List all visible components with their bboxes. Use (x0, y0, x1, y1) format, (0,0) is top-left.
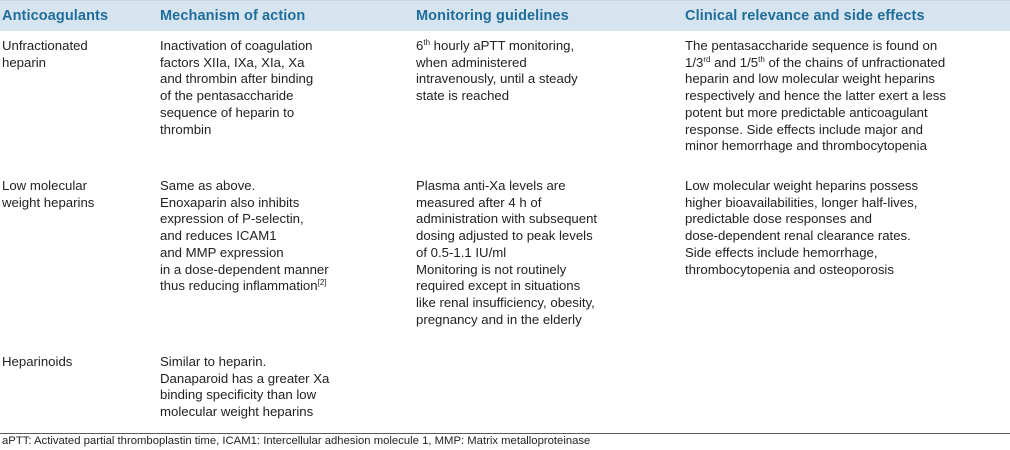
cell-clinical: The pentasaccharide sequence is found on 1/3rd and 1/5th of the chains of unfractionated heparin and low molecular weight heparins respectively and hence the latter exert a less potent but more predictable anticoagulant response. Side effects include major and minor hemorrhage and thrombocytopenia (685, 38, 946, 154)
cell-anticoagulant: Unfractionated heparin (2, 38, 88, 70)
reference-marker[interactable]: [2] (317, 278, 327, 288)
cell-mechanism: Same as above. Enoxaparin also inhibits expression of P-selectin, and reduces ICAM1 and MMP expression in a dose-dependent manner thus reducing inflammation[2] (160, 178, 329, 294)
table-row (0, 38, 1010, 172)
table-header-row (0, 0, 1010, 31)
cell-anticoagulant: Heparinoids (2, 354, 73, 369)
cell-monitoring: 6th hourly aPTT monitoring, when administered intravenously, until a steady state is reached (416, 38, 578, 104)
cell-mechanism: Inactivation of coagulation factors XIIa, IXa, XIa, Xa and thrombin after binding of the pentasaccharide sequence of heparin to thrombin (160, 38, 314, 137)
header-monitoring: Monitoring guidelines (416, 8, 569, 24)
header-anticoagulants: Anticoagulants (2, 8, 109, 24)
table-row (0, 354, 1010, 430)
header-clinical: Clinical relevance and side effects (685, 8, 925, 24)
table-bottom-rule (0, 433, 1010, 434)
cell-mechanism: Similar to heparin. Danaparoid has a greater Xa binding specificity than low molecular weight heparins (160, 354, 330, 420)
table-row (0, 178, 1010, 348)
cell-anticoagulant: Low molecular weight heparins (2, 178, 95, 210)
table-footnote: aPTT: Activated partial thromboplastin time, ICAM1: Intercellular adhesion molecule 1, MMP: Matrix metalloproteinase (2, 435, 591, 447)
cell-monitoring: Plasma anti-Xa levels are measured after 4 h of administration with subsequent dosing adjusted to peak levels of 0.5-1.1 IU/ml Monitoring is not routinely required except in situations like renal insufficiency, obesity, pregnancy and in the elderly (416, 178, 598, 327)
header-mechanism: Mechanism of action (160, 8, 306, 24)
anticoagulant-table (0, 0, 1010, 31)
cell-clinical: Low molecular weight heparins possess higher bioavailabilities, longer half-lives, predictable dose responses and dose-dependent renal clearance rates. Side effects include hemorrhage, thrombocytopenia and osteoporosis (685, 178, 919, 277)
